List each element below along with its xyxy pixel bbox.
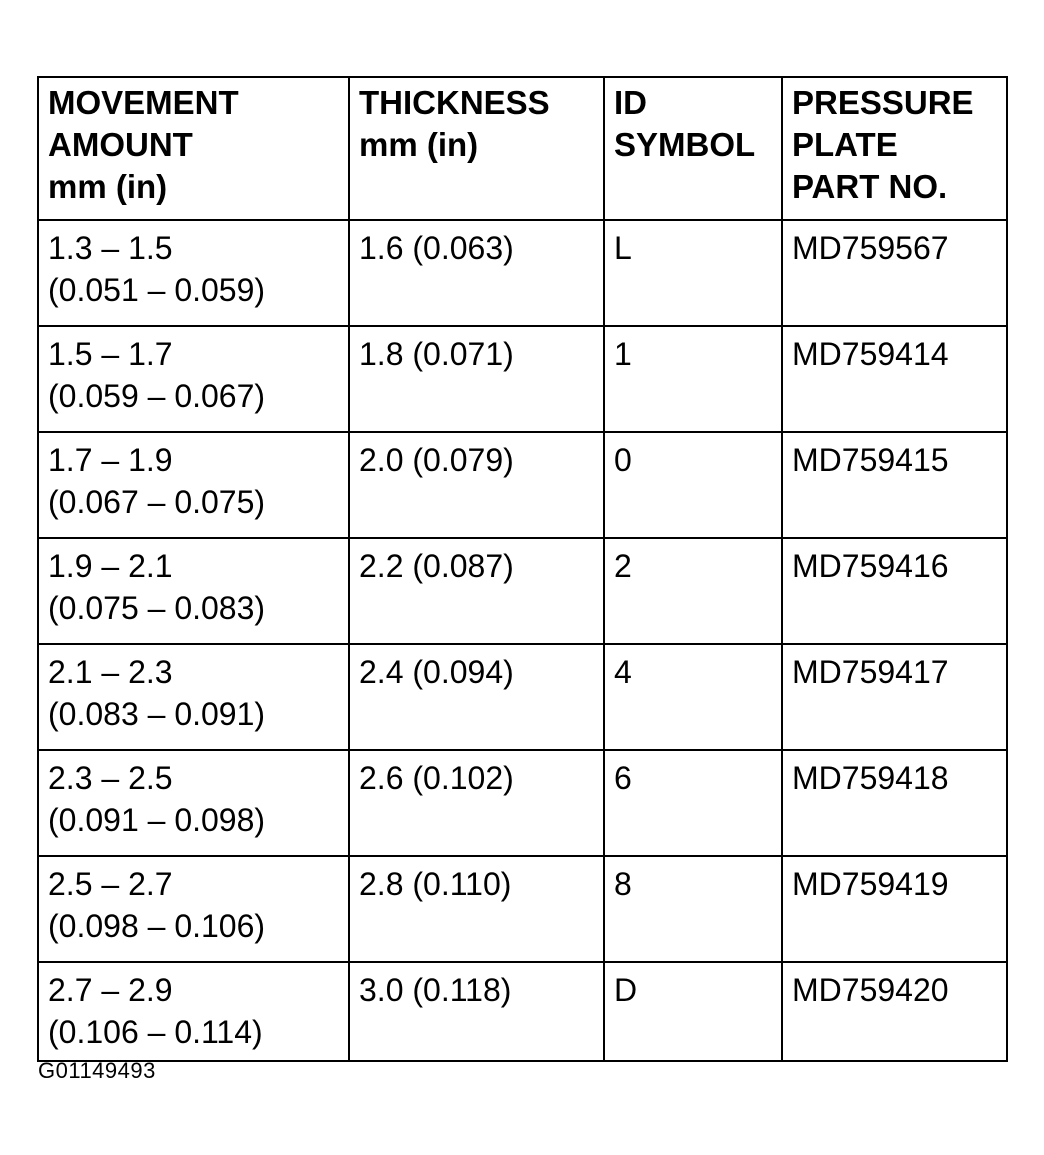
header-text: mm (in) bbox=[359, 126, 479, 163]
header-text: mm (in) bbox=[48, 168, 168, 205]
part-no-cell: MD759419 bbox=[782, 856, 1007, 962]
thickness-cell: 2.0 (0.079) bbox=[349, 432, 604, 538]
header-part-no bbox=[782, 77, 1007, 220]
part-no-cell: MD759416 bbox=[782, 538, 1007, 644]
id-symbol-cell: 0 bbox=[604, 432, 782, 538]
table-row bbox=[38, 220, 1007, 326]
part-no-cell: MD759420 bbox=[782, 962, 1007, 1061]
id-symbol-cell: D bbox=[604, 962, 782, 1061]
movement-mm: 1.3 – 1.5 bbox=[48, 230, 173, 266]
header-text: PART NO. bbox=[792, 168, 948, 205]
movement-mm: 1.7 – 1.9 bbox=[48, 442, 173, 478]
movement-in: (0.067 – 0.075) bbox=[48, 484, 266, 520]
movement-cell bbox=[38, 432, 349, 538]
movement-cell bbox=[38, 220, 349, 326]
figure-code: G01149493 bbox=[38, 1058, 156, 1083]
header-text: THICKNESS bbox=[359, 84, 550, 121]
movement-in: (0.075 – 0.083) bbox=[48, 590, 266, 626]
part-no-cell: MD759417 bbox=[782, 644, 1007, 750]
table-row bbox=[38, 432, 1007, 538]
id-symbol-cell: 1 bbox=[604, 326, 782, 432]
id-symbol-cell: 4 bbox=[604, 644, 782, 750]
movement-cell bbox=[38, 856, 349, 962]
thickness-cell: 1.8 (0.071) bbox=[349, 326, 604, 432]
table-row bbox=[38, 962, 1007, 1061]
header-row bbox=[38, 77, 1007, 220]
movement-in: (0.091 – 0.098) bbox=[48, 802, 266, 838]
movement-cell bbox=[38, 326, 349, 432]
movement-cell bbox=[38, 644, 349, 750]
movement-mm: 2.7 – 2.9 bbox=[48, 972, 173, 1008]
pressure-plate-spec-table bbox=[37, 76, 1008, 1062]
part-no-cell: MD759415 bbox=[782, 432, 1007, 538]
header-id-symbol bbox=[604, 77, 782, 220]
movement-in: (0.083 – 0.091) bbox=[48, 696, 266, 732]
id-symbol-cell: 6 bbox=[604, 750, 782, 856]
table-row bbox=[38, 538, 1007, 644]
thickness-cell: 2.8 (0.110) bbox=[349, 856, 604, 962]
movement-in: (0.106 – 0.114) bbox=[48, 1014, 263, 1050]
movement-mm: 1.9 – 2.1 bbox=[48, 548, 173, 584]
movement-mm: 1.5 – 1.7 bbox=[48, 336, 173, 372]
thickness-cell: 3.0 (0.118) bbox=[349, 962, 604, 1061]
movement-cell bbox=[38, 962, 349, 1061]
movement-in: (0.098 – 0.106) bbox=[48, 908, 266, 944]
header-text: MOVEMENT bbox=[48, 84, 239, 121]
movement-mm: 2.1 – 2.3 bbox=[48, 654, 173, 690]
movement-cell bbox=[38, 750, 349, 856]
movement-mm: 2.3 – 2.5 bbox=[48, 760, 173, 796]
table-row bbox=[38, 326, 1007, 432]
movement-mm: 2.5 – 2.7 bbox=[48, 866, 173, 902]
table-row bbox=[38, 856, 1007, 962]
movement-in: (0.051 – 0.059) bbox=[48, 272, 266, 308]
thickness-cell: 1.6 (0.063) bbox=[349, 220, 604, 326]
header-text: AMOUNT bbox=[48, 126, 193, 163]
thickness-cell: 2.6 (0.102) bbox=[349, 750, 604, 856]
header-text: PLATE bbox=[792, 126, 898, 163]
id-symbol-cell: 2 bbox=[604, 538, 782, 644]
thickness-cell: 2.4 (0.094) bbox=[349, 644, 604, 750]
header-text: SYMBOL bbox=[614, 126, 756, 163]
part-no-cell: MD759418 bbox=[782, 750, 1007, 856]
table-row bbox=[38, 644, 1007, 750]
header-text: PRESSURE bbox=[792, 84, 974, 121]
thickness-cell: 2.2 (0.087) bbox=[349, 538, 604, 644]
header-movement-amount bbox=[38, 77, 349, 220]
movement-cell bbox=[38, 538, 349, 644]
movement-in: (0.059 – 0.067) bbox=[48, 378, 266, 414]
id-symbol-cell: 8 bbox=[604, 856, 782, 962]
header-thickness bbox=[349, 77, 604, 220]
part-no-cell: MD759414 bbox=[782, 326, 1007, 432]
header-text: ID bbox=[614, 84, 647, 121]
table-row bbox=[38, 750, 1007, 856]
part-no-cell: MD759567 bbox=[782, 220, 1007, 326]
id-symbol-cell: L bbox=[604, 220, 782, 326]
